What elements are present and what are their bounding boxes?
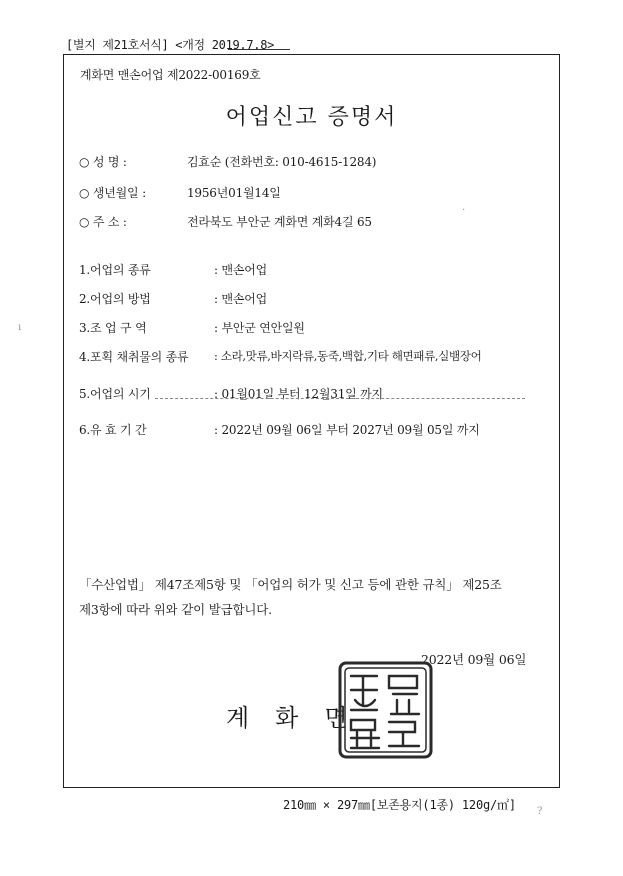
fishing-method-value: : 맨손어업 <box>214 292 268 306</box>
document-title: 어업신고 증명서 <box>225 105 398 130</box>
birthdate-value: 1956년01월14일 <box>187 186 281 200</box>
fishing-type-value: : 맨손어업 <box>214 263 268 277</box>
legal-basis-line-1: 「수산업법」 제47조제5항 및 「어업의 허가 및 신고 등에 관한 규칙」 제25조 <box>79 577 502 592</box>
catch-species-label: 4.포획 채취물의 종류 <box>79 350 189 364</box>
document-number: 계화면 맨손어업 제2022-00169호 <box>80 68 261 82</box>
address-label: ○ 주 소 : <box>79 215 127 229</box>
birthdate-label: ○ 생년월일 : <box>79 186 146 200</box>
address-value: 전라북도 부안군 계화면 계화4길 65 <box>187 215 372 229</box>
catch-species-value: : 소라,맛류,바지락류,동죽,백합,기타 해면패류,실뱀장어 <box>214 349 482 363</box>
fishing-area-value: : 부안군 연안일원 <box>214 321 305 335</box>
scan-speck: · <box>462 205 466 216</box>
validity-period-label: 6.유 효 기 간 <box>79 423 147 437</box>
issuer-name: 계화면 <box>226 704 374 732</box>
fishing-period-dashes <box>155 398 525 399</box>
paper-size-note: 210㎜ × 297㎜[보존용지(1종) 120g/㎡] <box>283 798 516 812</box>
seal-glyphs <box>351 676 419 748</box>
applicant-name-value: 김효순 (전화번호: 010-4615-1284) <box>187 155 377 169</box>
official-seal <box>337 660 434 760</box>
form-label: [별지 제21호서식] <개정 2019.7.8> <box>66 38 275 52</box>
fishing-method-label: 2.어업의 방법 <box>79 292 151 306</box>
fishing-period-label: 5.어업의 시기 <box>79 387 151 401</box>
fishing-period-value: : 01월01일 부터 12월31일 까지 <box>214 387 383 401</box>
validity-period-value: : 2022년 09월 06일 부터 2027년 09월 05일 까지 <box>214 423 480 437</box>
legal-basis-line-2: 제3항에 따라 위와 같이 발급합니다. <box>79 602 272 617</box>
fishing-area-label: 3.조 업 구 역 <box>79 321 147 335</box>
applicant-name-label: ○ 성 명 : <box>79 155 127 169</box>
scan-speck: ı <box>18 322 22 333</box>
form-label-underline <box>228 49 290 50</box>
fishing-type-label: 1.어업의 종류 <box>79 263 151 277</box>
issue-date: 2022년 09월 06일 <box>421 652 527 667</box>
scan-speck: ? <box>537 806 543 817</box>
